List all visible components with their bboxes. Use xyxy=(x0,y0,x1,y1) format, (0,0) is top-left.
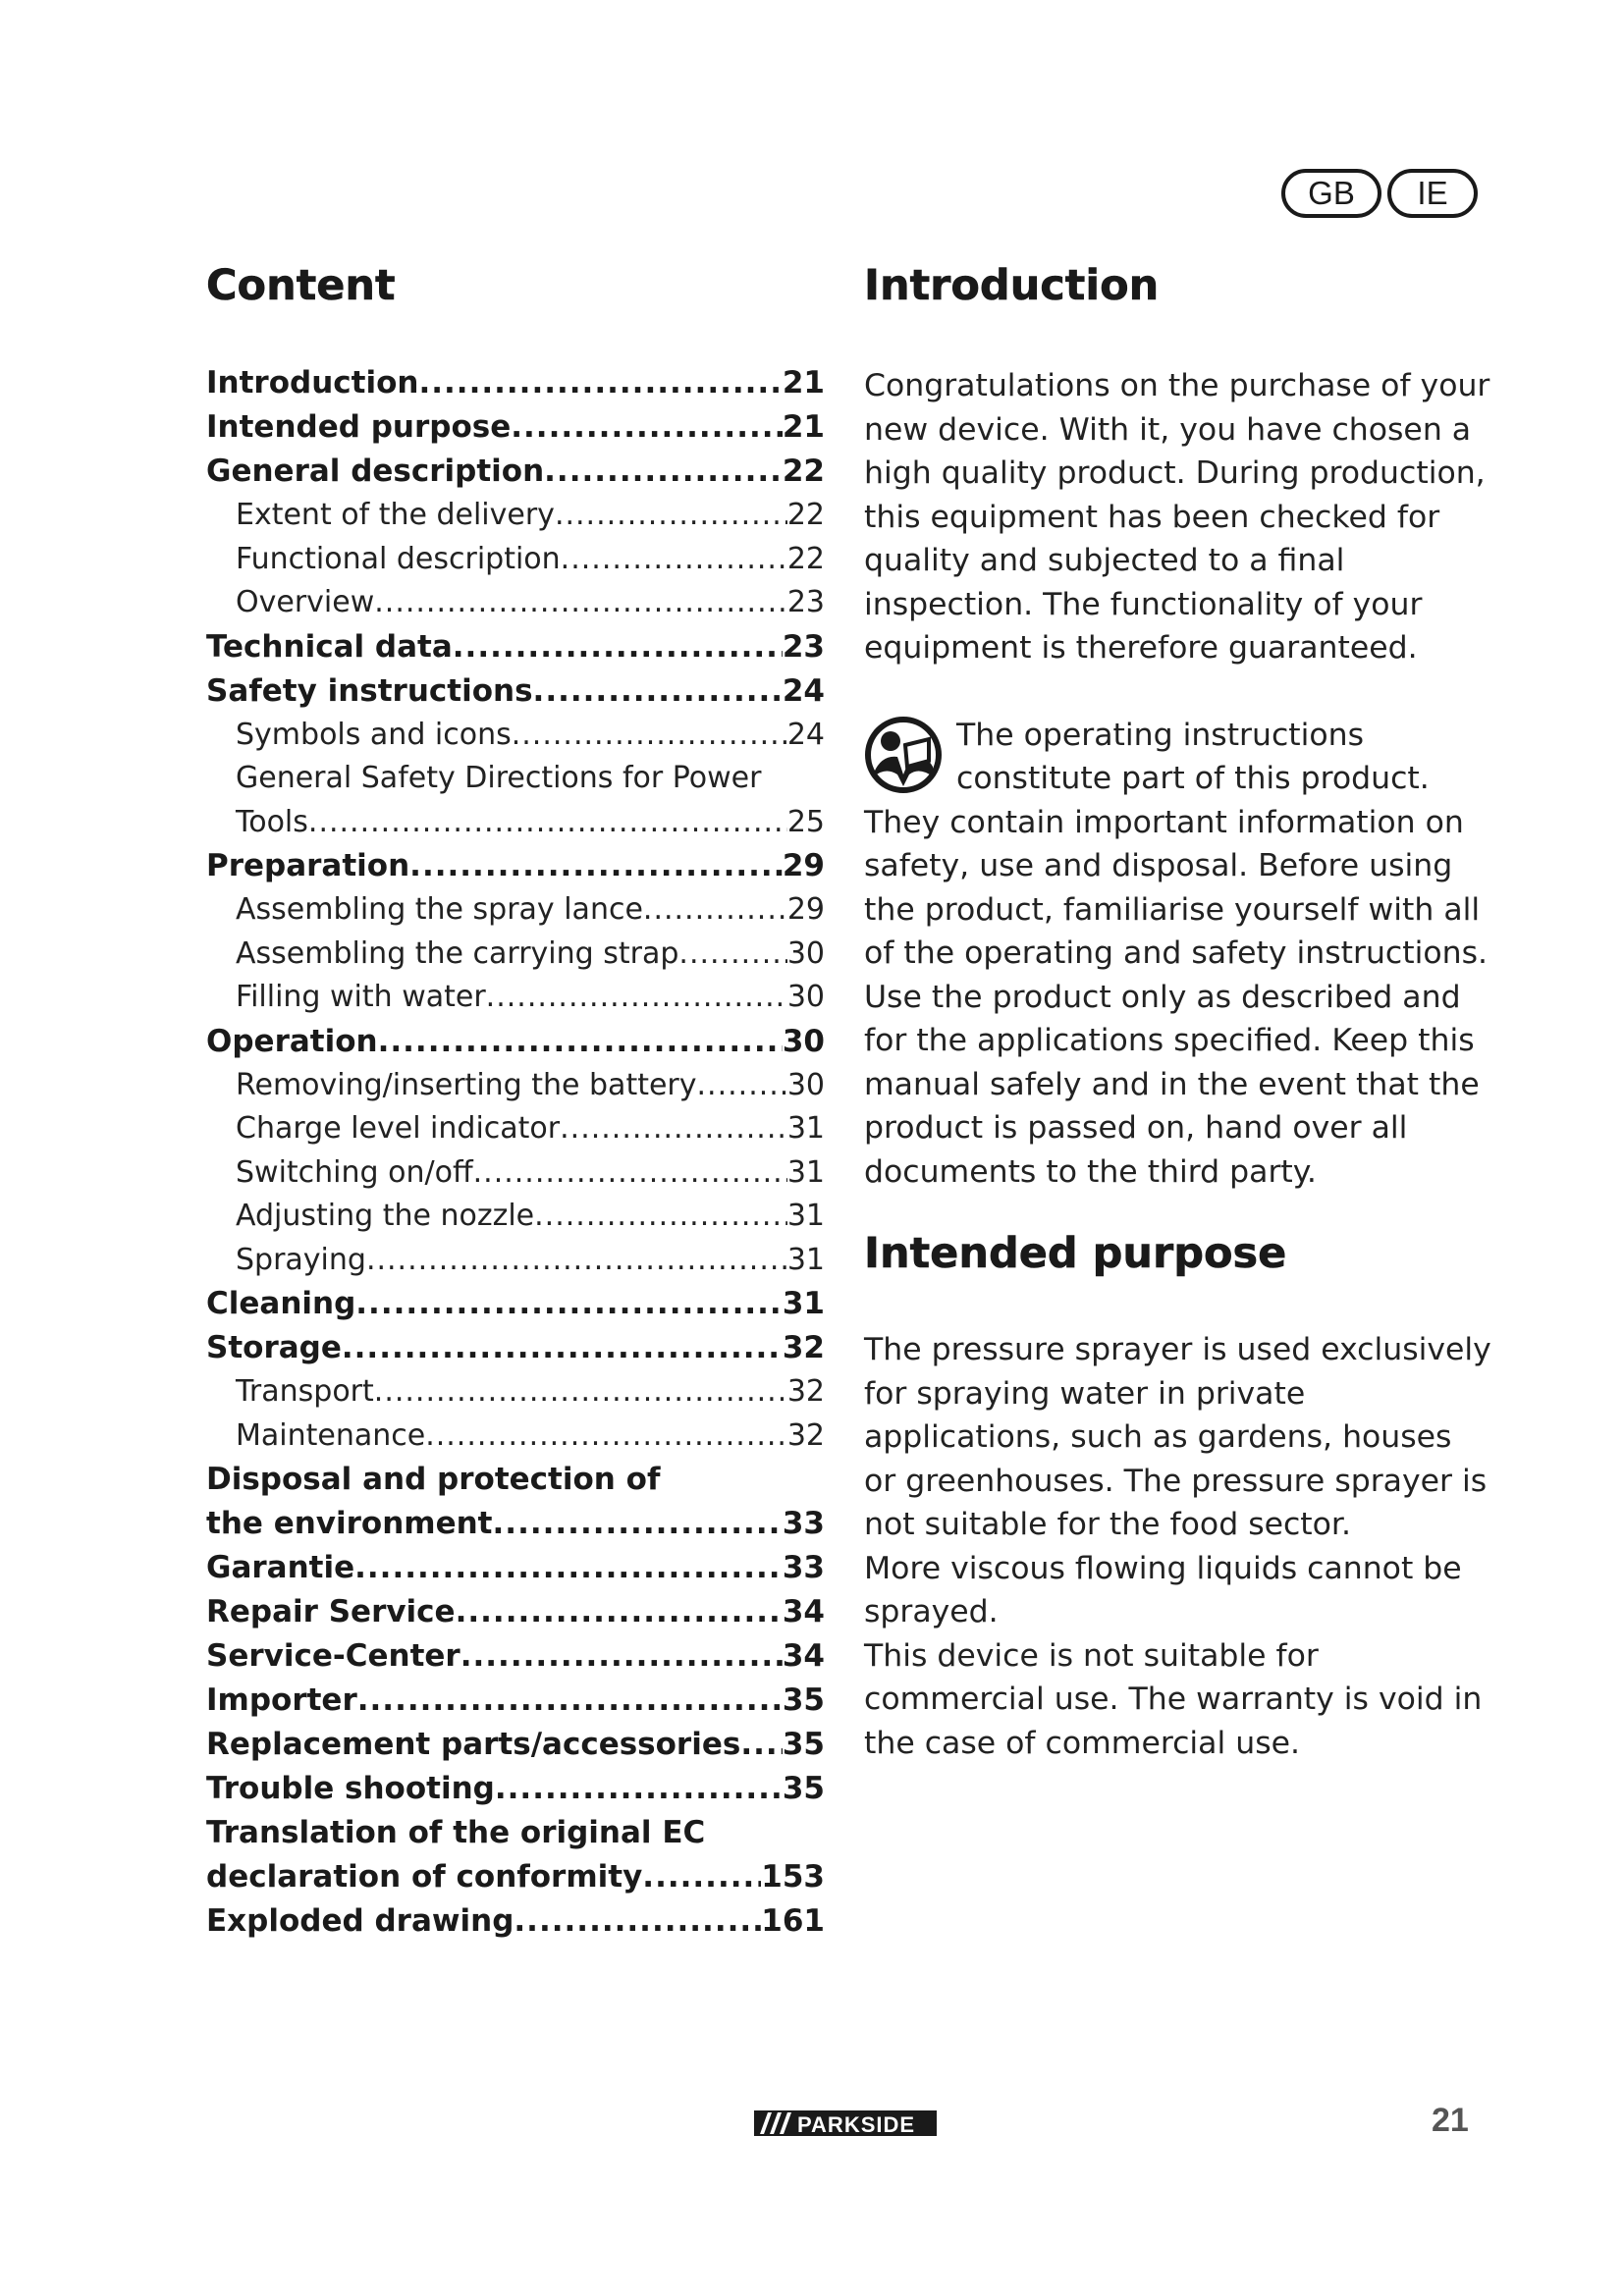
toc-leader-dots xyxy=(514,1899,761,1944)
manual-notice-text: The operating instructions constitute part of this product. They contain important information on safety, use and disposal. Before using the product, familiarise yourself with all of the operating and safety instructions. Use the product only as described and for the applications specified. Keep this manual safely and in the event that the product is passed on, hand over all documents to the third party. xyxy=(864,717,1488,1190)
toc-leader-dots xyxy=(473,1151,787,1196)
toc-entry-page: 35 xyxy=(782,1682,825,1718)
toc-entry xyxy=(206,1326,825,1370)
toc-entry-page: 22 xyxy=(786,541,825,576)
toc-entry-label: Assembling the spray lance xyxy=(236,892,643,927)
toc-leader-dots xyxy=(308,801,787,845)
toc-leader-dots xyxy=(418,361,782,405)
page-number: 21 xyxy=(1432,2102,1469,2139)
manual-notice xyxy=(864,714,1492,1195)
toc-entry-page: 32 xyxy=(786,1374,825,1409)
toc-entry xyxy=(206,1151,825,1196)
toc-leader-dots xyxy=(425,1415,787,1459)
toc-entry xyxy=(206,933,825,977)
toc-entry-page: 29 xyxy=(782,848,825,883)
toc-leader-dots xyxy=(495,1767,783,1811)
toc-entry-page: 33 xyxy=(782,1550,825,1585)
read-manual-icon xyxy=(864,716,943,794)
toc-entry xyxy=(206,361,825,405)
toc-entry-label: Maintenance xyxy=(236,1417,426,1453)
toc-entry-page: 30 xyxy=(782,1023,825,1059)
toc-entry xyxy=(206,1415,825,1459)
toc-entry-label: Repair Service xyxy=(206,1594,456,1629)
toc-entry-label: Symbols and icons xyxy=(236,717,512,752)
toc-leader-dots xyxy=(643,888,787,933)
content-column xyxy=(206,261,825,1944)
toc-entry xyxy=(206,801,825,845)
toc-entry-page: 31 xyxy=(782,1286,825,1321)
toc-entry xyxy=(206,1811,825,1855)
toc-leader-dots xyxy=(511,405,783,450)
toc-leader-dots xyxy=(355,1282,783,1326)
toc-leader-dots xyxy=(560,1107,787,1151)
language-badge-gb: GB xyxy=(1281,169,1381,218)
toc-entry-page: 31 xyxy=(786,1199,825,1233)
toc-leader-dots xyxy=(357,1679,783,1723)
intended-purpose-heading: Intended purpose xyxy=(864,1229,1287,1278)
toc-leader-dots xyxy=(534,1195,787,1239)
toc-entry-page: 23 xyxy=(782,628,825,665)
toc-entry-page: 23 xyxy=(786,585,825,619)
toc-entry-page: 32 xyxy=(782,1330,825,1365)
toc-entry xyxy=(206,888,825,933)
toc-entry xyxy=(206,757,825,801)
toc-entry-label: Tools xyxy=(236,804,308,839)
toc-entry xyxy=(206,1679,825,1723)
toc-entry-label: Adjusting the nozzle xyxy=(236,1199,535,1233)
intended-purpose-body xyxy=(864,1328,1492,1765)
toc-entry-page: 31 xyxy=(786,1154,825,1190)
toc-entry xyxy=(206,1590,825,1634)
toc-entry-page: 30 xyxy=(786,1067,825,1102)
toc-leader-dots xyxy=(460,1634,783,1679)
toc-entry-page: 22 xyxy=(786,498,825,532)
toc-entry xyxy=(206,1767,825,1811)
toc-entry xyxy=(206,1370,825,1415)
introduction-heading: Introduction xyxy=(864,261,1160,310)
toc-entry xyxy=(206,538,825,582)
toc-entry xyxy=(206,1195,825,1239)
toc-entry-label: Exploded drawing xyxy=(206,1903,514,1939)
toc-entry-label: Extent of the delivery xyxy=(236,498,555,532)
toc-entry xyxy=(206,669,825,714)
toc-leader-dots xyxy=(533,669,783,714)
toc-entry-page: 31 xyxy=(786,1242,825,1277)
toc-entry xyxy=(206,1064,825,1108)
toc-leader-dots xyxy=(354,1546,783,1590)
toc-entry-page: 22 xyxy=(782,454,825,489)
toc-entry xyxy=(206,1020,825,1064)
toc-entry-page: 35 xyxy=(782,1771,825,1806)
toc-entry xyxy=(206,405,825,450)
toc-entry-label: Trouble shooting xyxy=(206,1771,495,1806)
toc-entry-label: Introduction xyxy=(206,365,419,400)
toc-entry xyxy=(206,976,825,1020)
toc-entry-label: Overview xyxy=(236,585,375,619)
toc-entry-label: Charge level indicator xyxy=(236,1111,561,1146)
toc-entry-label: General Safety Directions for Power xyxy=(236,761,762,795)
toc-entry xyxy=(206,1107,825,1151)
parkside-logo xyxy=(754,2107,937,2140)
toc-entry-label: Safety instructions xyxy=(206,672,533,709)
toc-entry-label: Service-Center xyxy=(206,1638,460,1674)
intended-purpose-paragraph: More viscous flowing liquids cannot be sprayed. xyxy=(864,1550,1462,1629)
toc-entry-label: Transport xyxy=(236,1374,374,1409)
toc-entry-label: Switching on/off xyxy=(236,1154,473,1190)
toc-entry-label: Replacement parts/accessories xyxy=(206,1727,741,1762)
toc-entry xyxy=(206,1282,825,1326)
toc-leader-dots xyxy=(486,976,787,1020)
toc-leader-dots xyxy=(740,1723,783,1767)
toc-entry-page: 34 xyxy=(782,1638,825,1674)
toc-entry xyxy=(206,1899,825,1944)
table-of-contents xyxy=(206,361,825,1944)
toc-entry xyxy=(206,1634,825,1679)
toc-leader-dots xyxy=(642,1855,761,1899)
toc-leader-dots xyxy=(456,1590,783,1634)
toc-entry-page: 30 xyxy=(786,980,825,1014)
toc-entry xyxy=(206,1723,825,1767)
intended-purpose-paragraph: This device is not suitable for commercial use. The warranty is void in the case of commercial use. xyxy=(864,1637,1483,1761)
toc-leader-dots xyxy=(697,1064,787,1108)
toc-entry xyxy=(206,1239,825,1283)
intended-purpose-paragraph: The pressure sprayer is used exclusively for spraying water in private applications, such as gardens, houses or greenhouses. The pressure sprayer is not suitable for the food sector. xyxy=(864,1332,1491,1542)
toc-entry-page: 25 xyxy=(786,804,825,839)
toc-entry xyxy=(206,581,825,625)
toc-entry-label: General description xyxy=(206,454,545,489)
toc-leader-dots xyxy=(561,538,787,582)
toc-entry-label: Garantie xyxy=(206,1550,355,1585)
toc-entry-page: 161 xyxy=(761,1903,825,1939)
toc-entry-label: Operation xyxy=(206,1023,378,1059)
toc-entry-label: Technical data xyxy=(206,628,453,665)
toc-leader-dots xyxy=(555,494,787,538)
toc-entry-label: Removing/inserting the battery xyxy=(236,1067,697,1102)
toc-leader-dots xyxy=(493,1502,783,1546)
toc-entry-page: 29 xyxy=(786,892,825,927)
toc-entry xyxy=(206,494,825,538)
toc-entry-page: 33 xyxy=(782,1506,825,1541)
toc-leader-dots xyxy=(409,844,783,888)
toc-entry-label: Preparation xyxy=(206,848,410,883)
toc-entry xyxy=(206,1855,825,1899)
content-heading: Content xyxy=(206,261,396,310)
toc-entry-label: Intended purpose xyxy=(206,409,512,445)
toc-entry-page: 24 xyxy=(786,717,825,752)
toc-entry-label: the environment xyxy=(206,1506,493,1541)
language-badges xyxy=(1281,169,1478,218)
toc-entry-page: 34 xyxy=(782,1594,825,1629)
toc-entry-page: 21 xyxy=(782,409,825,445)
toc-entry-label: Filling with water xyxy=(236,980,486,1014)
toc-leader-dots xyxy=(678,933,786,977)
toc-entry-page: 31 xyxy=(786,1111,825,1146)
toc-entry-label: Spraying xyxy=(236,1242,366,1277)
toc-entry-page: 24 xyxy=(782,672,825,709)
parkside-logo-text: PARKSIDE xyxy=(797,2112,916,2137)
toc-entry xyxy=(206,1502,825,1546)
toc-entry-label: Assembling the carrying strap xyxy=(236,935,679,971)
toc-entry xyxy=(206,450,825,494)
toc-entry-label: Importer xyxy=(206,1682,357,1718)
toc-entry-label: Storage xyxy=(206,1330,342,1365)
toc-leader-dots xyxy=(544,450,783,494)
toc-leader-dots xyxy=(453,625,783,669)
toc-entry-label: Functional description xyxy=(236,541,561,576)
toc-leader-dots xyxy=(512,714,787,758)
toc-entry xyxy=(206,625,825,669)
toc-leader-dots xyxy=(342,1326,783,1370)
toc-entry-label: Cleaning xyxy=(206,1286,356,1321)
language-badge-ie: IE xyxy=(1387,169,1478,218)
toc-leader-dots xyxy=(374,581,787,625)
toc-leader-dots xyxy=(366,1239,787,1283)
toc-entry-page: 32 xyxy=(786,1417,825,1453)
introduction-paragraph: Congratulations on the purchase of your new device. With it, you have chosen a high quality product. During production, this equipment has been checked for quality and subjected to a final inspection. The functionality of your equipment is therefore guaranteed. xyxy=(864,368,1490,666)
toc-entry-page: 21 xyxy=(782,365,825,400)
toc-entry-page: 35 xyxy=(782,1727,825,1762)
toc-entry xyxy=(206,844,825,888)
toc-entry-label: declaration of conformity xyxy=(206,1859,643,1895)
toc-entry-label: Translation of the original EC xyxy=(206,1815,706,1850)
toc-leader-dots xyxy=(378,1020,783,1064)
toc-entry xyxy=(206,714,825,758)
toc-entry-page: 30 xyxy=(786,935,825,971)
text-column xyxy=(864,261,1492,1765)
toc-leader-dots xyxy=(374,1370,787,1415)
toc-entry-label: Disposal and protection of xyxy=(206,1462,661,1497)
toc-entry-page: 153 xyxy=(761,1859,825,1895)
toc-entry xyxy=(206,1458,825,1502)
toc-entry xyxy=(206,1546,825,1590)
